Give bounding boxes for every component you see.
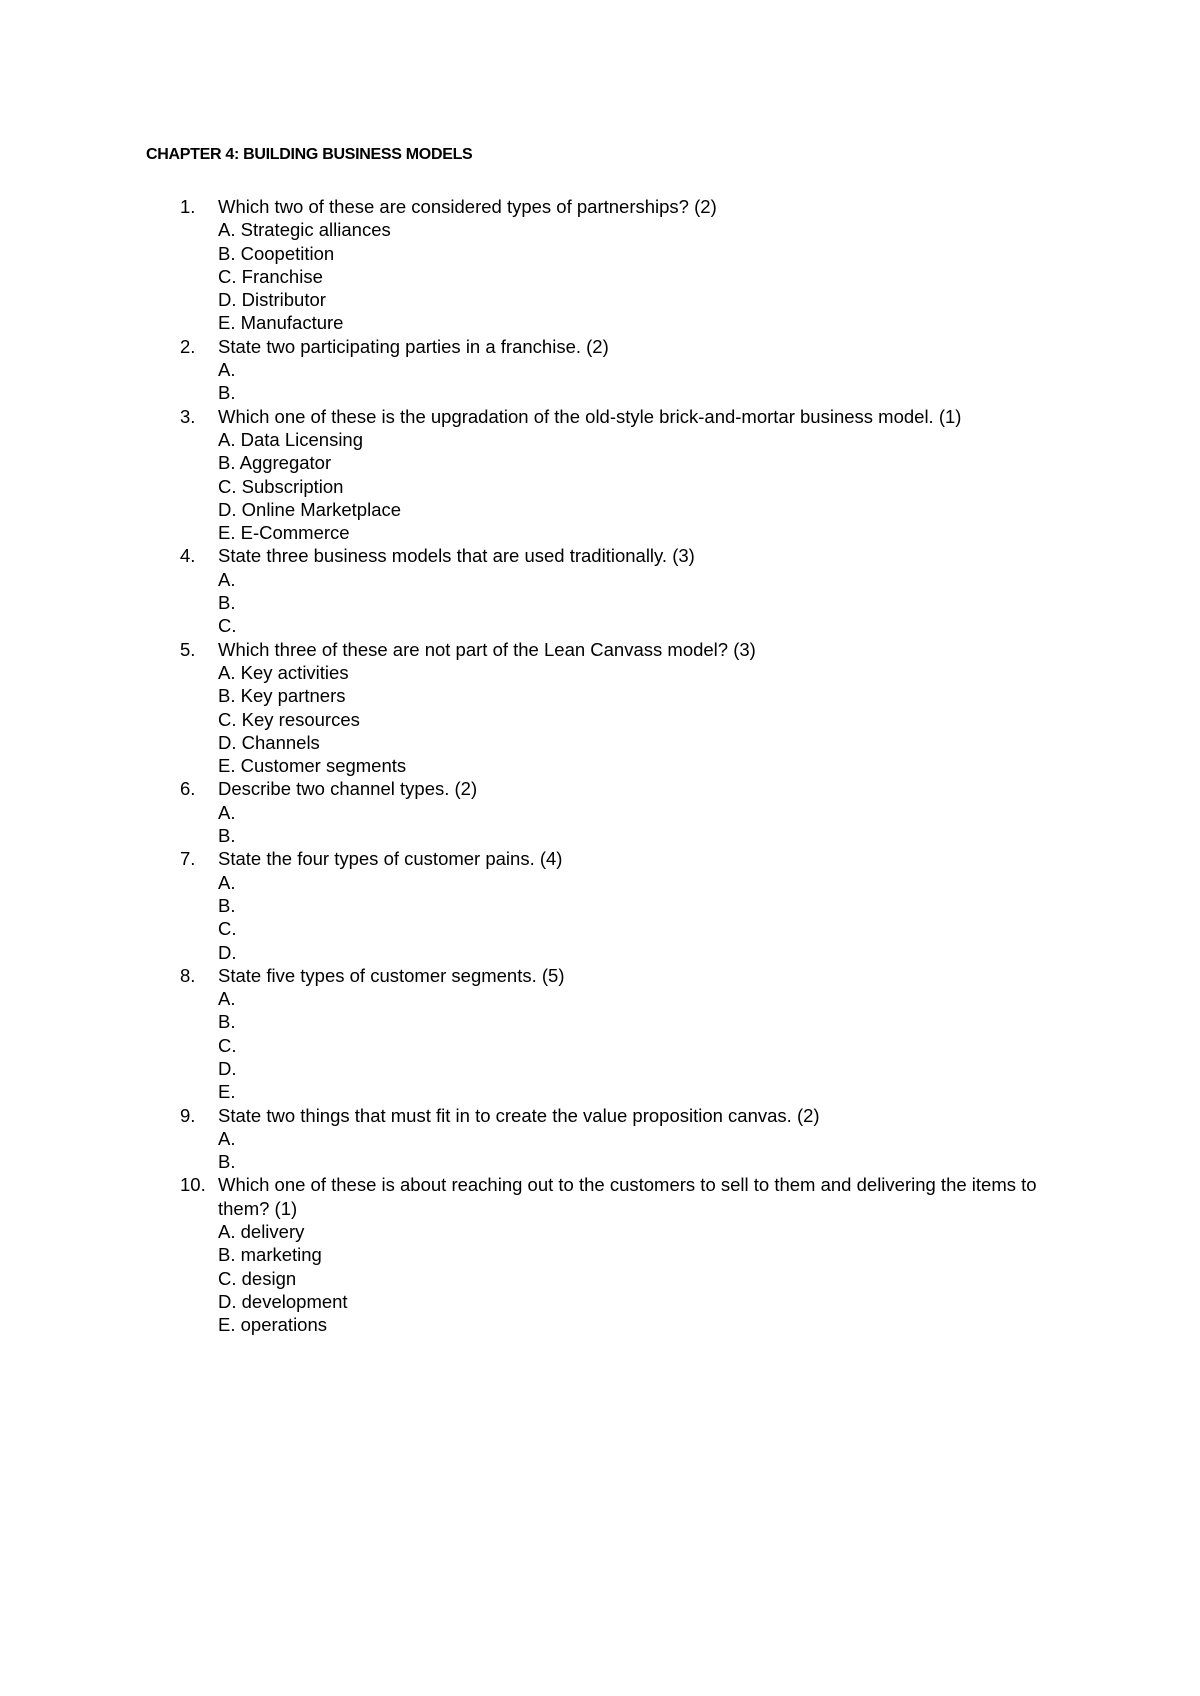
answer-option: B. xyxy=(218,1151,236,1173)
question-number: 2. xyxy=(180,335,196,357)
answer-option: A. xyxy=(218,359,236,381)
answer-option: E. Manufacture xyxy=(218,312,344,334)
question-list xyxy=(146,195,1066,1337)
answer-option: D. Distributor xyxy=(218,289,326,311)
question-number: 4. xyxy=(180,545,196,567)
answer-option: E. E-Commerce xyxy=(218,522,350,544)
question-number: 1. xyxy=(180,196,196,217)
question-text: Which one of these is the upgradation of the old-style brick-and-mortar business model. (1) xyxy=(218,405,962,427)
question-item xyxy=(146,335,1066,405)
answer-option: A. xyxy=(218,871,236,893)
answer-option: D. xyxy=(218,1057,237,1079)
answer-option: E. operations xyxy=(218,1314,328,1336)
question-text: State two things that must fit in to create the value proposition canvas. (2) xyxy=(218,1104,820,1126)
answer-option: A. xyxy=(218,1127,236,1149)
answer-option: B. xyxy=(218,894,236,916)
question-number: 9. xyxy=(180,1104,196,1126)
question-number: 8. xyxy=(180,964,196,986)
question-text: Which three of these are not part of the Lean Canvass model? (3) xyxy=(218,638,756,660)
answer-option: A. xyxy=(218,988,236,1010)
answer-option: C. xyxy=(218,615,237,637)
question-item xyxy=(146,1104,1066,1174)
question-item xyxy=(146,1173,1066,1336)
answer-option: E. Customer segments xyxy=(218,755,407,777)
question-item xyxy=(146,964,1066,1104)
question-number: 10. xyxy=(180,1174,206,1196)
answer-option: B. marketing xyxy=(218,1244,322,1266)
answer-option: C. Key resources xyxy=(218,708,360,730)
answer-option: B. xyxy=(218,1011,236,1033)
answer-option: C. xyxy=(218,918,237,940)
question-item xyxy=(146,405,1066,545)
chapter-title: CHAPTER 4: BUILDING BUSINESS MODELS xyxy=(146,146,473,163)
question-item xyxy=(146,638,1066,778)
answer-option: D. Channels xyxy=(218,731,320,753)
question-text: State two participating parties in a franchise. (2) xyxy=(218,335,609,357)
question-item xyxy=(146,777,1066,847)
question-text: State the four types of customer pains. (4) xyxy=(218,848,563,870)
question-text: State five types of customer segments. (5) xyxy=(218,964,565,986)
question-text: Describe two channel types. (2) xyxy=(218,778,478,800)
answer-option: C. design xyxy=(218,1267,297,1289)
question-text: Which one of these is about reaching out to the customers to sell to them and delivering the items to them? (1) xyxy=(218,1174,1037,1219)
question-number: 6. xyxy=(180,778,196,800)
answer-option: D. development xyxy=(218,1290,348,1312)
answer-option: A. Key activities xyxy=(218,661,349,683)
question-number: 3. xyxy=(180,405,196,427)
answer-option: B. xyxy=(218,825,236,847)
answer-option: D. Online Marketplace xyxy=(218,498,402,520)
answer-option: B. Aggregator xyxy=(218,452,332,474)
answer-option: B. xyxy=(218,382,236,404)
answer-option: C. Franchise xyxy=(218,265,323,287)
answer-option: A. Data Licensing xyxy=(218,428,364,450)
question-text: Which two of these are considered types of partnerships? (2) xyxy=(218,196,717,217)
answer-option: E. xyxy=(218,1081,236,1103)
answer-option: C. xyxy=(218,1034,237,1056)
answer-option: B. Coopetition xyxy=(218,242,335,264)
question-number: 7. xyxy=(180,848,196,870)
answer-option: A. xyxy=(218,568,236,590)
answer-option: C. Subscription xyxy=(218,475,344,497)
answer-option: A. Strategic alliances xyxy=(218,219,391,241)
answer-option: A. delivery xyxy=(218,1221,305,1243)
answer-option: B. Key partners xyxy=(218,685,346,707)
question-item xyxy=(146,195,1066,335)
question-number: 5. xyxy=(180,638,196,660)
answer-option: B. xyxy=(218,592,236,614)
answer-option: D. xyxy=(218,941,237,963)
question-item xyxy=(146,847,1066,963)
question-item xyxy=(146,544,1066,637)
answer-option: A. xyxy=(218,801,236,823)
question-text: State three business models that are used traditionally. (3) xyxy=(218,545,695,567)
